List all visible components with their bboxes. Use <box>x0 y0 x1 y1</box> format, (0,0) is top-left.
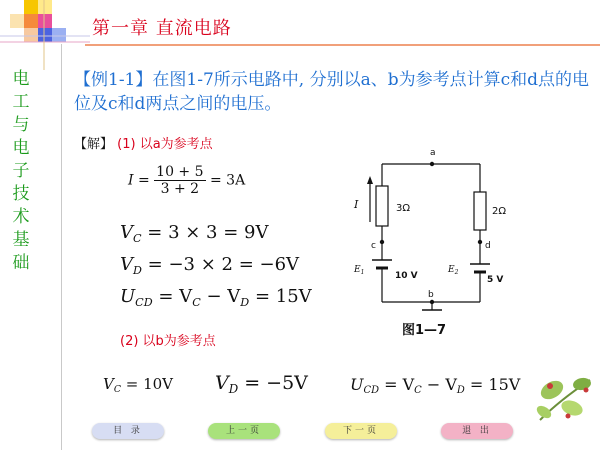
eq-vc-b-value: = 10V <box>120 375 173 393</box>
eq-ucd-a-value: = 15V <box>249 286 312 307</box>
node-c-dot <box>380 240 384 244</box>
deco-square-pink <box>38 14 52 28</box>
sidebar-char: 础 <box>12 253 30 273</box>
deco-square-light-blue <box>52 28 66 42</box>
resistor-r1 <box>376 186 388 226</box>
contents-button[interactable]: 目 录 <box>92 423 164 439</box>
eq-ucd-a-subscript: CD <box>135 295 153 309</box>
figure-caption: 图1—7 <box>402 323 447 338</box>
prev-page-button[interactable]: 上一页 <box>208 423 280 439</box>
sidebar-char: 电 <box>12 138 30 158</box>
sidebar-char: 技 <box>12 184 30 204</box>
example-text: 在图1-7所示电路中, 分别以a、b为参考点计算c和d点的电位及c和d两点之间的电压。 <box>74 70 589 114</box>
eq-current-numerator: 10 + 5 <box>156 164 204 180</box>
eq-vd-b-subscript: D <box>228 381 239 396</box>
solution-label: 【解】 <box>74 137 114 152</box>
resistor-r2 <box>474 192 486 230</box>
circuit-diagram <box>340 142 540 342</box>
example-question <box>74 68 594 116</box>
eq-ucd-b-vc-sub: C <box>414 385 422 397</box>
eq-vc-a-symbol: V <box>120 222 133 243</box>
sidebar-divider <box>61 44 62 450</box>
sidebar-char: 基 <box>12 230 30 250</box>
equation-vc-b <box>103 375 173 393</box>
solution-step1: (1) 以a为参考点 <box>117 137 213 152</box>
sidebar-char: 电 <box>12 69 30 89</box>
eq-vc-b-subscript: C <box>113 383 121 395</box>
deco-square-yellow <box>24 0 38 14</box>
eq-vd-a-subscript: D <box>133 263 142 277</box>
eq-ucd-a-vc: = V <box>152 286 193 307</box>
eq-current-denominator: 3 + 2 <box>160 181 200 197</box>
eq-ucd-b-symbol: U <box>350 375 364 394</box>
node-d-dot <box>478 240 482 244</box>
eq-ucd-a-vd: − V <box>200 286 241 307</box>
eq-current-fraction <box>154 164 205 197</box>
equation-vc-a <box>120 222 268 243</box>
eq-ucd-b-subscript: CD <box>363 385 380 397</box>
deco-square-light-yellow <box>38 0 52 14</box>
eq-vc-a-subscript: C <box>133 231 142 245</box>
sidebar-char: 术 <box>12 207 30 227</box>
eq-ucd-b-value: = 15V <box>464 375 521 394</box>
deco-square-peach <box>24 28 38 42</box>
deco-square-orange <box>24 14 38 28</box>
battery-e2-symbol-letter: E <box>448 265 455 275</box>
eq-current-rhs: = 3A <box>209 172 246 189</box>
eq-vd-a-symbol: V <box>120 254 133 275</box>
resistor-r1-label: 3Ω <box>396 203 411 214</box>
node-a-label: a <box>430 148 436 158</box>
battery-e1-value: 10 V <box>395 271 418 281</box>
node-c-label: c <box>371 241 376 251</box>
eq-vd-a-value: = −3 × 2 = −6V <box>141 254 300 275</box>
node-a-dot <box>430 162 434 166</box>
plant-decoration-icon <box>520 360 600 430</box>
resistor-r2-label: 2Ω <box>492 206 507 217</box>
eq-vd-b-value: = −5V <box>238 372 308 394</box>
equation-ucd-a <box>120 286 312 307</box>
eq-vc-a-value: = 3 × 3 = 9V <box>141 222 269 243</box>
sidebar-char: 工 <box>12 92 30 112</box>
battery-e1-subscript: 1 <box>360 269 365 276</box>
battery-e2-value: 5 V <box>487 275 504 285</box>
eq-ucd-b-vc: = V <box>379 375 415 394</box>
exit-button[interactable]: 退 出 <box>441 423 513 439</box>
equation-vd-b <box>215 372 308 394</box>
header-divider <box>85 44 600 46</box>
eq-ucd-a-vd-sub: D <box>240 295 250 309</box>
eq-ucd-b-vd-sub: D <box>456 385 465 397</box>
battery-e2-subscript: 2 <box>454 269 459 276</box>
sidebar-char: 子 <box>12 161 30 181</box>
node-d-label: d <box>485 241 491 251</box>
solution-step2: (2) 以b为参考点 <box>120 334 216 349</box>
equation-vd-a <box>120 254 299 275</box>
chapter-title: 第一章 直流电路 <box>92 18 232 39</box>
battery-e1-symbol <box>353 265 364 276</box>
solution-heading <box>74 133 213 152</box>
eq-ucd-a-vc-sub: C <box>192 295 201 309</box>
eq-current-lhs: I <box>128 172 134 189</box>
eq-ucd-a-symbol: U <box>120 286 136 307</box>
deco-square-cream <box>10 14 24 28</box>
eq-vd-b-symbol: V <box>215 372 229 394</box>
node-b-label: b <box>428 290 434 300</box>
next-page-button[interactable]: 下一页 <box>325 423 397 439</box>
example-tag: 【例1-1】 <box>74 70 153 90</box>
current-label: I <box>354 198 359 211</box>
sidebar-char: 与 <box>12 115 30 135</box>
battery-e1-symbol-letter: E <box>354 265 361 275</box>
deco-square-blue <box>38 28 52 42</box>
equation-ucd-b <box>350 375 521 397</box>
equation-current: I = $\frac{10 + 5}{3 + 2}$ = 3A <box>128 164 246 197</box>
eq-ucd-b-vd: − V <box>421 375 457 394</box>
sidebar-course-title <box>10 68 32 275</box>
battery-e2-symbol <box>447 265 459 276</box>
header-decoration <box>0 0 90 70</box>
current-arrow-head <box>367 176 373 184</box>
eq-vc-b-symbol: V <box>103 375 114 393</box>
